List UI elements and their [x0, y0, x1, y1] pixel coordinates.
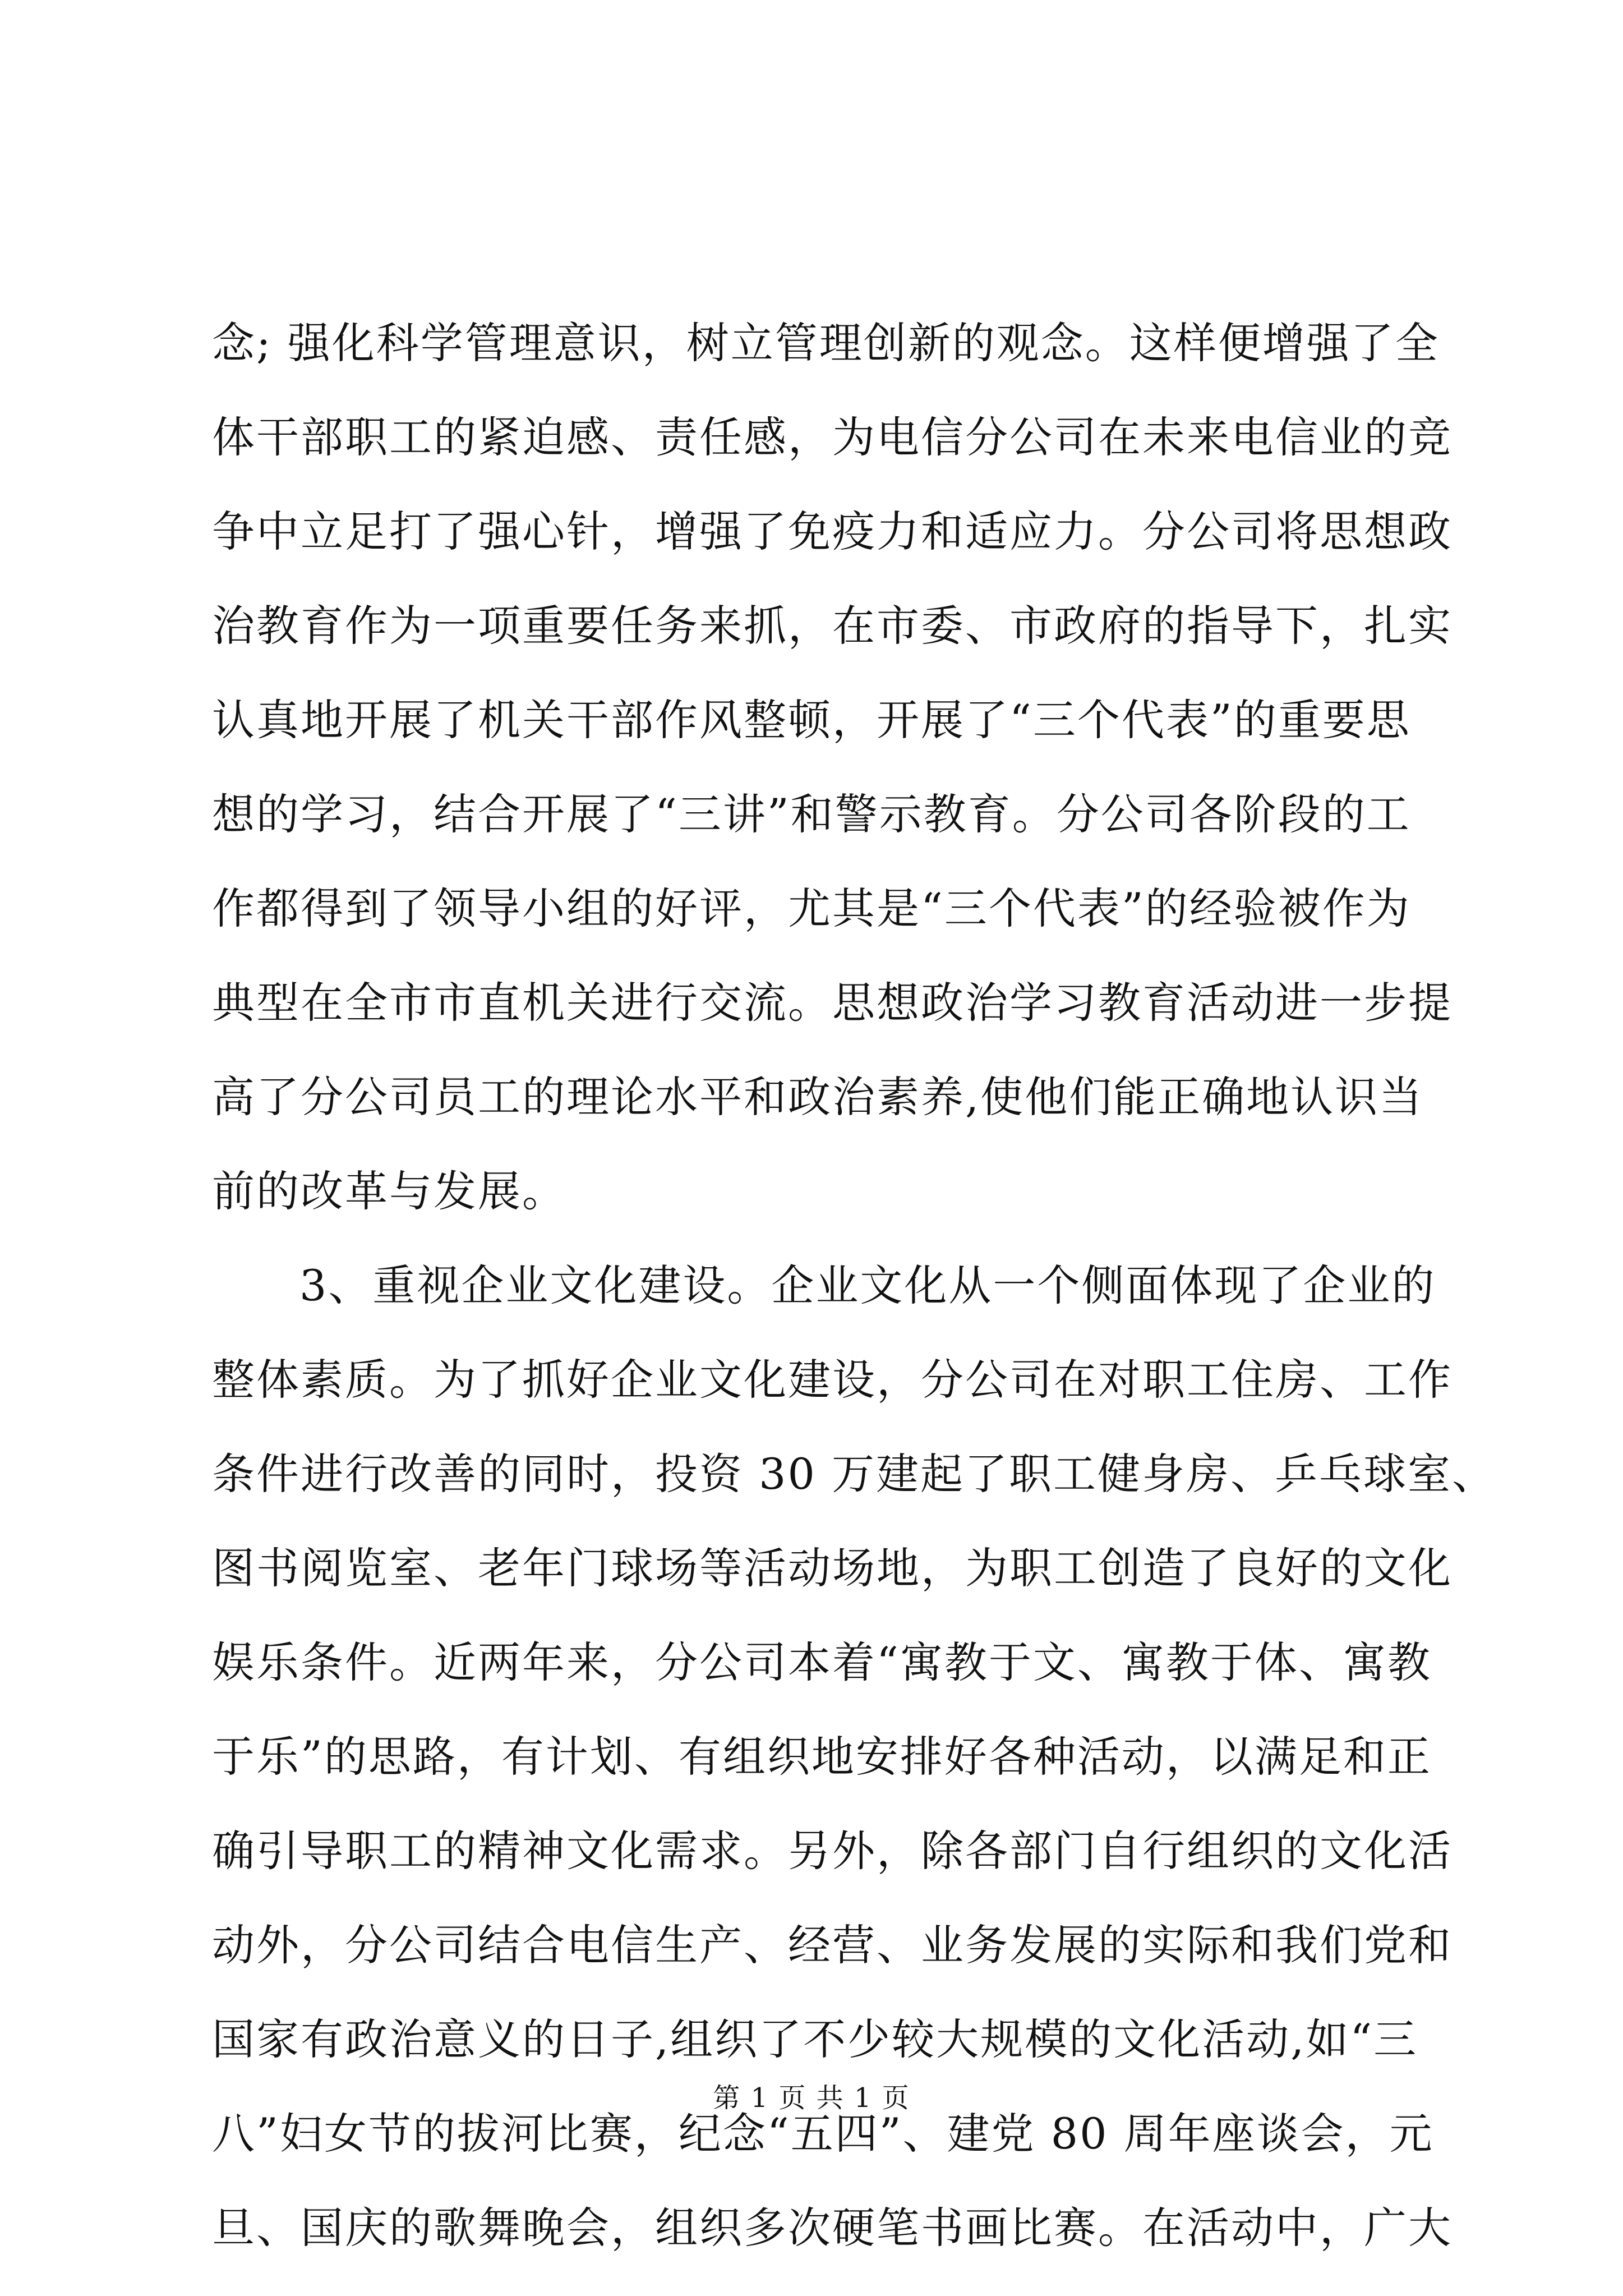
text-line: 典型在全市市直机关进行交流。思想政治学习教育活动进一步提	[212, 978, 1453, 1028]
text-line: 作都得到了领导小组的好评，尤其是“三个代表”的经验被作为	[212, 884, 1411, 933]
text-line: 念; 强化科学管理意识，树立管理创新的观念。这样便增强了全	[212, 318, 1440, 368]
page-number-label: 第 1 页 共 1 页	[713, 2082, 910, 2114]
text-line: 整体素质。为了抓好企业文化建设，分公司在对职工住房、工作	[212, 1355, 1453, 1405]
text-line: 国家有政治意义的日子,组织了不少较大规模的文化活动,如“三	[212, 2014, 1418, 2064]
page-footer	[0, 2081, 1623, 2115]
text-line: 争中立足打了强心针，增强了免疫力和适应力。分公司将思想政	[212, 507, 1453, 556]
text-line: 高了分公司员工的理论水平和政治素养,使他们能正确地认识当	[212, 1072, 1424, 1122]
text-line: 图书阅览室、老年门球场等活动场地，为职工创造了良好的文化	[212, 1543, 1453, 1593]
text-line: 条件进行改善的同时，投资 30 万建起了职工健身房、乒乓球室、	[212, 1449, 1497, 1499]
text-line: 体干部职工的紧迫感、责任感，为电信分公司在未来电信业的竞	[212, 412, 1453, 462]
paragraph-start-line: 3、重视企业文化建设。企业文化从一个侧面体现了企业的	[299, 1260, 1436, 1310]
text-line: 娱乐条件。近两年来，分公司本着“寓教于文、寓教于体、寓教	[212, 1637, 1432, 1687]
text-line: 前的改革与发展。	[212, 1166, 566, 1216]
text-line: 想的学习，结合开展了“三讲”和警示教育。分公司各阶段的工	[212, 789, 1411, 839]
body-text	[212, 296, 1497, 2275]
text-line: 治教育作为一项重要任务来抓，在市委、市政府的指导下，扎实	[212, 601, 1453, 651]
text-line: 动外，分公司结合电信生产、经营、业务发展的实际和我们党和	[212, 1920, 1453, 1970]
text-line: 确引导职工的精神文化需求。另外，除各部门自行组织的文化活	[212, 1826, 1453, 1876]
text-line: 于乐”的思路，有计划、有组织地安排好各种活动，以满足和正	[212, 1732, 1432, 1782]
text-line: 认真地开展了机关干部作风整顿，开展了“三个代表”的重要思	[212, 695, 1411, 745]
text-line: 旦、国庆的歌舞晚会，组织多次硬笔书画比赛。在活动中，广大	[212, 2203, 1453, 2253]
text-line: 八”妇女节的拔河比赛，纪念“五四”、建党 80 周年座谈会，元	[212, 2109, 1434, 2159]
